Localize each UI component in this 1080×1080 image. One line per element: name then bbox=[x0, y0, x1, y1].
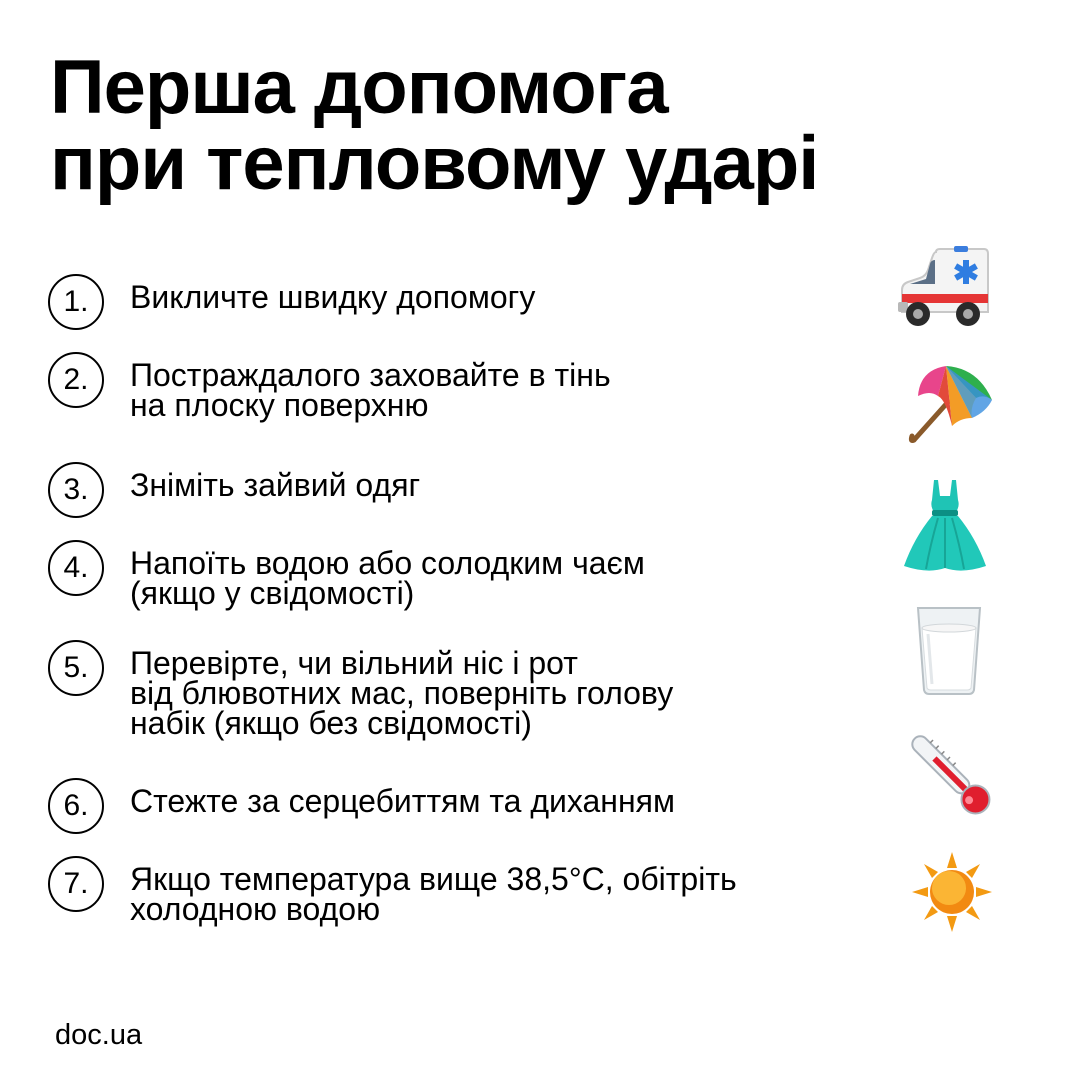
step-number-badge: 2. bbox=[48, 352, 104, 408]
step-text-line: Постраждалого заховайте в тінь bbox=[130, 357, 611, 393]
step-text-line: Зніміть зайвий одяг bbox=[130, 467, 421, 503]
step-text-line: Якщо температура вище 38,5°C, обітріть bbox=[130, 861, 737, 897]
title-line-1: Перша допомога bbox=[50, 45, 668, 130]
step-text-line: Стежте за серцебиттям та диханням bbox=[130, 783, 675, 819]
thermometer-icon bbox=[904, 730, 996, 818]
step-text-line: від блювотних мас, поверніть голову bbox=[130, 675, 674, 711]
step-text-line: Викличте швидку допомогу bbox=[130, 279, 536, 315]
step-number-badge: 5. bbox=[48, 640, 104, 696]
step-text-line: набік (якщо без свідомості) bbox=[130, 705, 532, 741]
brand-label: doc.ua bbox=[55, 1019, 143, 1051]
step-text bbox=[130, 467, 830, 503]
step-text-line: (якщо у свідомості) bbox=[130, 575, 415, 611]
step-text-line: на плоску поверхню bbox=[130, 387, 429, 423]
ambulance-icon bbox=[896, 246, 992, 330]
sun-icon bbox=[912, 852, 992, 932]
glass-of-milk-icon bbox=[914, 604, 984, 696]
step-text-line: холодною водою bbox=[130, 891, 381, 927]
step-5 bbox=[48, 640, 1038, 800]
page-title bbox=[50, 45, 819, 206]
umbrella-icon bbox=[906, 360, 996, 444]
step-number-badge: 3. bbox=[48, 462, 104, 518]
step-number-badge: 4. bbox=[48, 540, 104, 596]
dress-icon bbox=[902, 476, 988, 572]
title-line-2: при тепловому ударі bbox=[50, 121, 819, 206]
step-number-badge: 1. bbox=[48, 274, 104, 330]
step-number-badge: 6. bbox=[48, 778, 104, 834]
step-text bbox=[130, 357, 830, 423]
step-text bbox=[130, 861, 830, 927]
step-7 bbox=[48, 856, 1038, 1016]
step-text-line: Напоїть водою або солодким чаєм bbox=[130, 545, 645, 581]
step-text bbox=[130, 279, 830, 315]
step-number-badge: 7. bbox=[48, 856, 104, 912]
step-text bbox=[130, 545, 830, 611]
step-text-line: Перевірте, чи вільний ніс і рот bbox=[130, 645, 578, 681]
step-text bbox=[130, 783, 830, 819]
step-text bbox=[130, 645, 830, 741]
